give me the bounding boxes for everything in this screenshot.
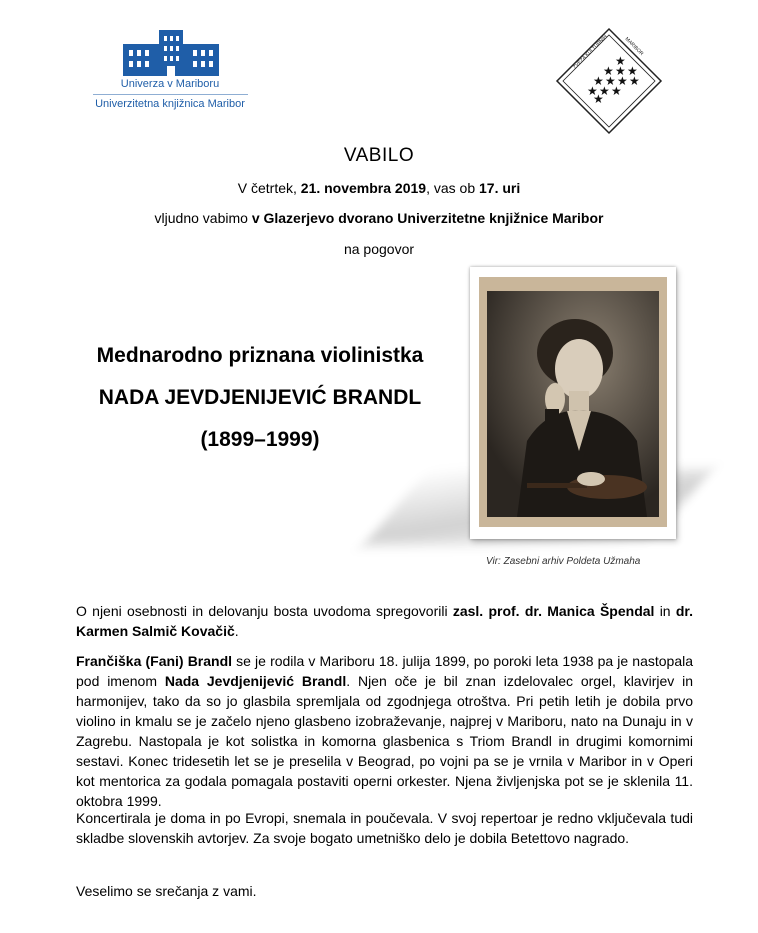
photo-caption: Vir: Zasebni arhiv Poldeta Užmaha <box>486 556 641 567</box>
venue-line: vljudno vabimo v Glazerjevo dvorano Univerzitetne knjižnice Maribor <box>154 210 604 226</box>
intro-paragraph: O njeni osebnosti in delovanju bosta uvodoma spregovorili zasl. prof. dr. Manica Špendal in dr. Karmen Salmič Kovačič. <box>76 603 693 639</box>
event-date: 21. novembra 2019 <box>300 180 427 196</box>
career-paragraph: Koncertirala je doma in po Evropi, snemala in poučevala. V svoj repertoar je redno vključevala tudi skladbe slovenskih avtorjev. Za svoje bogato umetniško delo je dobila Betettovo nagrado. <box>76 810 693 846</box>
logo-divider <box>93 94 248 95</box>
title-name: NADA JEVDJENIJEVIĆ BRANDL <box>98 386 422 409</box>
date-line: V četrtek, 21. novembra 2019, vas ob 17. uri <box>237 180 521 196</box>
seal-text-side: MARIBOR <box>623 36 645 57</box>
violinist-portrait <box>487 291 659 517</box>
university-logo <box>85 30 255 115</box>
speaker-2: dr. Karmen Salmič Kovačič <box>76 603 693 639</box>
svg-text:★: ★ <box>593 74 604 88</box>
svg-text:★: ★ <box>599 84 610 98</box>
library-name: Univerzitetna knjižnica Maribor <box>95 98 245 110</box>
seal-text-top: ZVEZA KULTURNIH <box>572 33 609 71</box>
svg-text:★: ★ <box>629 74 640 88</box>
title-years: (1899–1999) <box>200 428 320 451</box>
svg-text:★: ★ <box>615 54 626 68</box>
svg-text:★: ★ <box>615 64 626 78</box>
svg-text:★: ★ <box>611 84 622 98</box>
invitation-heading: VABILO <box>343 145 415 166</box>
title-line-1: Mednarodno priznana violinistka <box>96 344 424 367</box>
speaker-1: zasl. prof. dr. Manica Špendal <box>452 603 655 619</box>
portrait-photo <box>470 267 676 539</box>
biography-paragraph: Frančiška (Fani) Brandl se je rodila v Mariboru 18. julija 1899, po poroki leta 1938 pa je nastopala pod imenom Nada Jevdjenijević Brandl. Njen oče je bil znan izdelovalec orgel, klavirjev in harmonijev, tako da so jo glasbila spremljala od zgodnjega otroštva. Pri petih letih je dobila prvo violino in kmalu se je začelo njeno glasbeno izobraževanje, najprej v Mariboru, nato na Dunaju in v Zagrebu. Nastopala je kot solistka in komorna glasbenica s Triom Brandl in drugimi komornimi sestavi. Konec tridesetih let se je preselila v Beograd, po vojni pa se je vrnila v Maribor in v Operi kot mentorica za godala pomagala postaviti operni orkester. Njena življenjska pot se je sklenila 11. oktobra 1999. <box>76 653 694 809</box>
event-type: na pogovor <box>343 241 415 257</box>
university-name: Univerza v Mariboru <box>120 78 220 90</box>
svg-text:★: ★ <box>587 84 598 98</box>
event-venue: v Glazerjevo dvorano Univerzitetne knjižnice Maribor <box>251 210 604 226</box>
svg-text:★: ★ <box>603 64 614 78</box>
svg-text:★: ★ <box>627 64 638 78</box>
svg-text:★: ★ <box>593 92 604 106</box>
svg-text:★: ★ <box>605 74 616 88</box>
building-icon <box>123 30 219 76</box>
event-time: 17. uri <box>479 180 521 196</box>
svg-text:★: ★ <box>617 74 628 88</box>
closing-line: Veselimo se srečanja z vami. <box>76 883 257 899</box>
society-seal <box>553 25 665 137</box>
